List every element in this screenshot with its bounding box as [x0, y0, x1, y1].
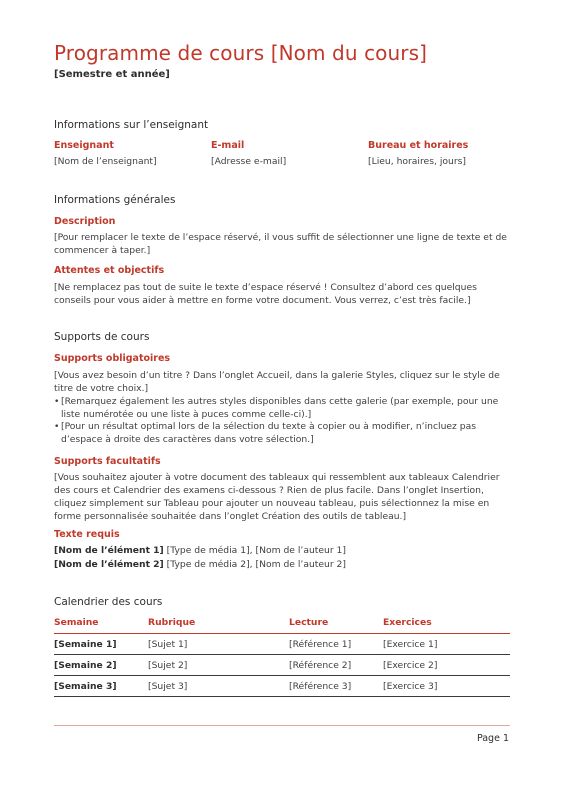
office-value: [Lieu, horaires, jours]	[368, 156, 466, 167]
table-cell: [Semaine 3]	[54, 676, 148, 697]
required-text-item	[54, 558, 512, 571]
table-cell: [Sujet 3]	[148, 676, 289, 697]
footer-divider	[54, 725, 510, 726]
expectations-text: [Ne remplacez pas tout de suite le texte d’espace réservé ! Consultez d’abord ces quelques conseils pour vous aider à mettre en forme votre document. Vous verrez, c’est très facile.]	[54, 282, 477, 306]
table-cell: [Sujet 2]	[148, 655, 289, 676]
item-details: [Type de média 2], [Nom de l’auteur 2]	[163, 559, 346, 570]
table-row	[54, 655, 510, 676]
instructor-heading: Informations sur l’enseignant	[54, 119, 209, 131]
column-header: Exercices	[383, 614, 510, 634]
instructor-value: [Nom de l’enseignant]	[54, 156, 157, 167]
office-label: Bureau et horaires	[368, 140, 469, 151]
bullet-text: [Pour un résultat optimal lors de la sélection du texte à copier ou à modifier, n’incluez pas d’espace à droite des caractères dans votre sélection.]	[61, 421, 477, 445]
page-number: Page 1	[476, 733, 509, 744]
required-materials-text: [Vous avez besoin d’un titre ? Dans l’onglet Accueil, dans la galerie Styles, cliquez sur le style de titre de votre choix.]	[54, 370, 500, 394]
item-details: [Type de média 1], [Nom de l’auteur 1]	[163, 545, 346, 556]
table-cell: [Référence 1]	[289, 634, 383, 655]
table-cell: [Semaine 2]	[54, 655, 148, 676]
column-header: Semaine	[54, 614, 148, 634]
bullet-text: [Remarquez également les autres styles disponibles dans cette galerie (par exemple, pour une liste numérotée ou une liste à puces comme celle-ci).]	[61, 396, 499, 420]
expectations-label: Attentes et objectifs	[54, 265, 165, 276]
general-heading: Informations générales	[54, 194, 176, 206]
required-materials-label: Supports obligatoires	[54, 353, 171, 364]
table-cell: [Référence 3]	[289, 676, 383, 697]
column-header: Rubrique	[148, 614, 289, 634]
bullet-icon: •	[54, 421, 60, 432]
schedule-heading: Calendrier des cours	[54, 596, 163, 608]
email-value: [Adresse e-mail]	[211, 156, 287, 167]
table-row	[54, 676, 510, 697]
table-cell: [Exercice 2]	[383, 655, 510, 676]
item-name: [Nom de l’élément 2]	[54, 559, 164, 570]
list-item	[54, 395, 512, 421]
table-cell: [Semaine 1]	[54, 634, 148, 655]
list-item	[54, 420, 512, 446]
required-texts-label: Texte requis	[54, 529, 120, 540]
table-header-row	[54, 614, 510, 634]
description-label: Description	[54, 216, 116, 227]
email-label: E-mail	[211, 140, 245, 151]
document-title: Programme de cours [Nom du cours]	[54, 41, 428, 65]
description-text: [Pour remplacer le texte de l’espace réservé, il vous suffit de sélectionner une ligne de texte et de commencer à taper.]	[54, 232, 507, 256]
materials-heading: Supports de cours	[54, 331, 150, 343]
table-cell: [Sujet 1]	[148, 634, 289, 655]
table-row	[54, 634, 510, 655]
optional-materials-text: [Vous souhaitez ajouter à votre document des tableaux qui ressemblent aux tableaux Calendrier des cours et Calendrier des examens ci-dessous ? Rien de plus facile. Dans l’onglet Insertion, cliquez simplement sur Tableau pour ajouter un nouveau tableau, puis sélectionnez la mise en forme personnalisée souhaitée dans l’onglet Création des outils de tableau.]	[54, 472, 500, 522]
schedule-table	[54, 614, 510, 697]
semester-subtitle: [Semestre et année]	[54, 69, 170, 80]
column-header: Lecture	[289, 614, 383, 634]
required-text-item	[54, 544, 512, 557]
table-cell: [Référence 2]	[289, 655, 383, 676]
table-cell: [Exercice 1]	[383, 634, 510, 655]
optional-materials-label: Supports facultatifs	[54, 456, 161, 467]
instructor-label: Enseignant	[54, 140, 114, 151]
bullet-icon: •	[54, 396, 60, 407]
table-cell: [Exercice 3]	[383, 676, 510, 697]
item-name: [Nom de l’élément 1]	[54, 545, 164, 556]
